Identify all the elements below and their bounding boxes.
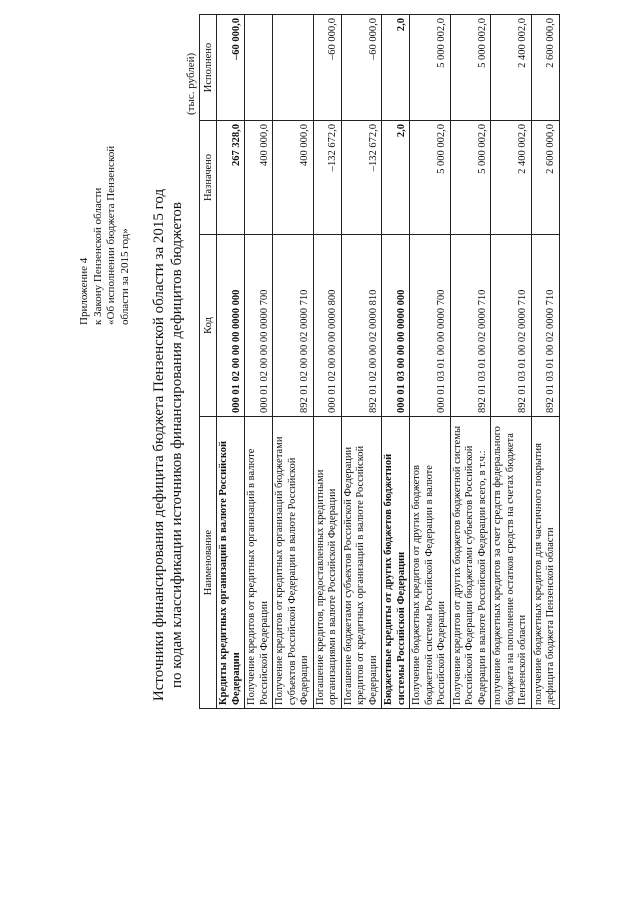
appendix-block [78, 65, 132, 325]
title-line-1: Источники финансирования дефицита бюджета Пензенской области за 2015 год [151, 188, 167, 702]
table-row [245, 15, 273, 709]
row-code-cell: 892 01 03 01 00 02 0000 710 [450, 235, 491, 417]
row-code-cell: 892 01 03 01 00 02 0000 710 [491, 235, 532, 417]
header-executed: Исполнено [200, 15, 217, 121]
row-assigned-cell: –132 672,0 [313, 121, 341, 235]
row-code-cell: 892 01 03 01 00 02 0000 710 [531, 235, 559, 417]
row-assigned-cell: 400 000,0 [245, 121, 273, 235]
row-code-cell: 000 01 03 01 00 00 0000 700 [410, 235, 451, 417]
table-row [491, 15, 532, 709]
row-executed-cell: –60 000,0 [217, 15, 245, 121]
appendix-line: области за 2015 год» [118, 228, 131, 325]
row-executed-cell: 2 400 002,0 [491, 15, 532, 121]
row-assigned-cell: 2 400 002,0 [491, 121, 532, 235]
table-row [531, 15, 559, 709]
row-executed-cell: –60 000,0 [313, 15, 341, 121]
row-executed-cell: 5 000 002,0 [410, 15, 451, 121]
table-row [273, 15, 314, 709]
row-name-cell: Получение кредитов от кредитных организаций в валюте Российской Федерации [245, 417, 273, 709]
header-assigned: Назначено [200, 121, 217, 235]
row-name-cell: Получение кредитов от других бюджетов бюджетной системы Российской Федерации бюджетами субъектов Российской Федерации в валюте Российской Федерации всего, в т.ч.: [450, 417, 491, 709]
appendix-label: Приложение 4 [78, 257, 90, 325]
row-name-cell: Получение кредитов от кредитных организаций бюджетами субъектов Российской Федерации в валюте Российской Федерации [273, 417, 314, 709]
header-name: Наименование [200, 417, 217, 709]
table-body [217, 15, 560, 709]
row-code-cell: 892 01 02 00 00 02 0000 810 [341, 235, 382, 417]
table-row [341, 15, 382, 709]
page-title [150, 95, 186, 795]
row-assigned-cell: 5 000 002,0 [410, 121, 451, 235]
table-header-row [200, 15, 217, 709]
appendix-line: к Закону Пензенской области [91, 187, 104, 325]
unit-label: (тыс. рублей) [185, 52, 197, 115]
header-code: Код [200, 235, 217, 417]
table-row [313, 15, 341, 709]
row-name-cell: Кредиты кредитных организаций в валюте Российской Федерации [217, 417, 245, 709]
row-executed-cell: 5 000 002,0 [450, 15, 491, 121]
table-row [410, 15, 451, 709]
row-assigned-cell: 2 600 000,0 [531, 121, 559, 235]
row-name-cell: получение бюджетных кредитов за счет средств федерального бюджета на пополнение остатков средств на счетах бюджета Пензенской области [491, 417, 532, 709]
row-assigned-cell: 267 328,0 [217, 121, 245, 235]
row-name-cell: Получение бюджетных кредитов от других бюджетов бюджетной системы Российской Федерации в валюте Российской Федерации [410, 417, 451, 709]
row-code-cell: 000 01 02 00 00 00 0000 000 [217, 235, 245, 417]
row-assigned-cell: 2,0 [382, 121, 410, 235]
row-code-cell: 000 01 02 00 00 00 0000 800 [313, 235, 341, 417]
row-executed-cell: 2 600 000,0 [531, 15, 559, 121]
row-assigned-cell: 5 000 002,0 [450, 121, 491, 235]
row-name-cell: Погашение кредитов, предоставленных кредитными организациями в валюте Российской Федерации [313, 417, 341, 709]
title-line-2: по кодам классификации источников финансирования дефицитов бюджетов [169, 202, 185, 688]
row-code-cell: 892 01 02 00 00 02 0000 710 [273, 235, 314, 417]
table-row [217, 15, 245, 709]
row-name-cell: получение бюджетных кредитов для частичного покрытия дефицита бюджета Пензенской области [531, 417, 559, 709]
financing-table [199, 14, 560, 709]
row-executed-cell [245, 15, 273, 121]
row-code-cell: 000 01 03 00 00 00 0000 000 [382, 235, 410, 417]
row-executed-cell: 2,0 [382, 15, 410, 121]
row-assigned-cell: 400 000,0 [273, 121, 314, 235]
table-row [382, 15, 410, 709]
row-executed-cell [273, 15, 314, 121]
row-executed-cell: –60 000,0 [341, 15, 382, 121]
row-code-cell: 000 01 02 00 00 00 0000 700 [245, 235, 273, 417]
appendix-line: «Об исполнении бюджета Пензенской [105, 145, 117, 325]
table-row [450, 15, 491, 709]
row-assigned-cell: –132 672,0 [341, 121, 382, 235]
row-name-cell: Бюджетные кредиты от других бюджетов бюджетной системы Российской Федерации [382, 417, 410, 709]
row-name-cell: Погашение бюджетами субъектов Российской Федерации кредитов от кредитных организаций в валюте Российской Федерации [341, 417, 382, 709]
